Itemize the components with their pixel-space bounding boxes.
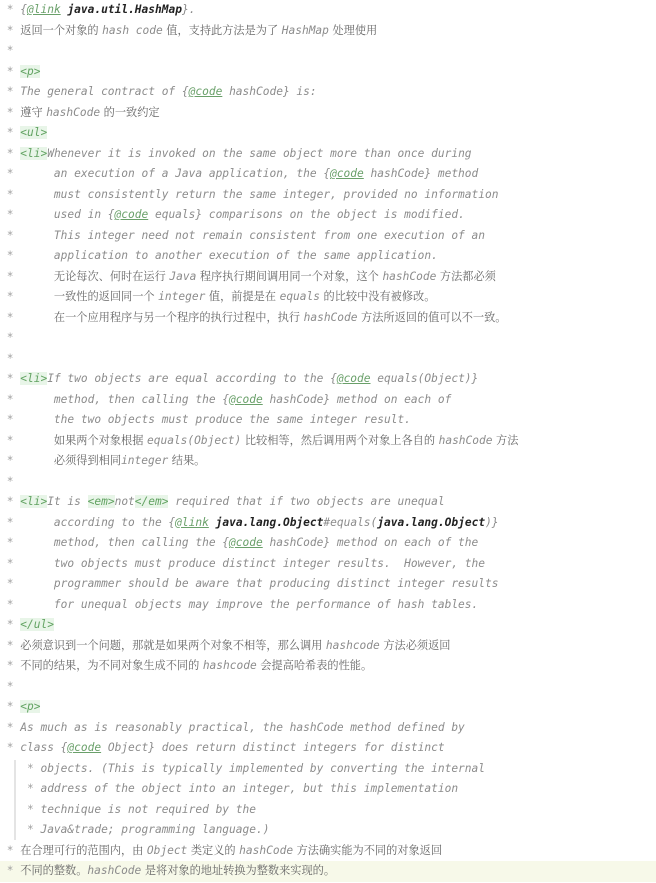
chinese-comment: 必须得到相同 — [53, 454, 122, 467]
comment-star: * — [6, 290, 14, 303]
code-line — [0, 513, 656, 534]
comment-text: hashCode} method — [363, 167, 479, 180]
chinese-comment: 一致性的返回同一个 — [53, 290, 159, 303]
comment-star: * — [6, 64, 14, 78]
code-line — [0, 431, 656, 452]
comment-text: hashCode — [87, 864, 142, 877]
comment-text: This integer need not remain consistent from one execution of an — [53, 228, 485, 242]
code-line — [0, 164, 656, 185]
comment-text: for unequal objects may improve the performance of hash tables. — [53, 597, 479, 611]
code-line — [0, 820, 656, 841]
chinese-comment: 方法都必须 — [436, 269, 496, 283]
comment-star: * — [6, 556, 14, 570]
code-line — [0, 246, 656, 267]
code-line — [0, 41, 656, 62]
comment-text: java.util.HashMap — [67, 3, 182, 16]
comment-star: * — [6, 843, 14, 857]
comment-text: objects. (This is typically implemented by converting the internal — [40, 761, 485, 775]
chinese-comment: 的一致约定 — [100, 105, 160, 119]
code-line — [0, 472, 656, 493]
comment-text: equals — [279, 290, 320, 303]
html-tag: </ul> — [20, 618, 54, 631]
comment-star: * — [6, 85, 14, 98]
comment-star: * — [6, 679, 14, 693]
comment-text: hashCode} method on each of the — [262, 536, 479, 549]
comment-text: equals(Object) — [146, 433, 242, 447]
comment-star: * — [6, 413, 14, 426]
code-line — [0, 267, 656, 288]
comment-text: hashCode — [382, 269, 437, 283]
comment-text: the two objects must produce the same integer result. — [53, 413, 411, 426]
comment-star: * — [6, 269, 14, 283]
comment-star: * — [26, 761, 34, 775]
code-line — [0, 574, 656, 595]
html-tag: <p> — [20, 700, 41, 713]
code-line — [0, 800, 656, 821]
chinese-comment: 在一个应用程序与另一个程序的执行过程中，执行 — [53, 310, 304, 324]
chinese-comment: 程序执行期间调用同一个对象，这个 — [196, 269, 383, 283]
comment-text: Java&trade; programming language.) — [40, 823, 270, 836]
code-line — [0, 861, 656, 882]
comment-text: hashCode} method on each of — [262, 392, 452, 406]
comment-star: * — [6, 597, 14, 611]
code-line — [0, 103, 656, 124]
chinese-comment: 如果两个对象根据 — [53, 433, 147, 447]
code-line — [0, 62, 656, 83]
comment-text: hashcode — [202, 659, 257, 672]
javadoc-tag: @code — [188, 85, 223, 98]
code-line — [0, 718, 656, 739]
code-line — [0, 636, 656, 657]
chinese-comment: 值，支持此方法是为了 — [162, 23, 282, 37]
comment-star: * — [6, 392, 14, 406]
chinese-comment: 结果。 — [168, 454, 206, 467]
comment-star: * — [6, 474, 14, 488]
comment-star: * — [6, 433, 14, 447]
code-line — [0, 615, 656, 636]
chinese-comment: 是将对象的地址转换为整数来实现的。 — [141, 864, 336, 877]
comment-star: * — [6, 495, 14, 508]
comment-text: method, then calling the { — [53, 392, 230, 406]
comment-text: according to the { — [53, 515, 176, 529]
code-line — [0, 369, 656, 390]
code-line — [0, 779, 656, 800]
comment-text: an execution of a Java application, the { — [53, 167, 331, 180]
comment-star: * — [6, 249, 14, 262]
comment-star: * — [6, 454, 14, 467]
comment-text: { — [20, 3, 27, 16]
html-tag: <li> — [20, 495, 48, 508]
comment-star: * — [6, 105, 14, 119]
comment-text: integer — [121, 454, 169, 467]
comment-text: application to another execution of the same application. — [53, 249, 438, 262]
code-line — [0, 841, 656, 862]
comment-star: * — [26, 782, 34, 795]
comment-star: * — [6, 187, 14, 201]
comment-text: )} — [485, 515, 499, 529]
comment-text: technique is not required by the — [40, 802, 256, 816]
html-tag: <li> — [20, 372, 48, 385]
comment-text: two objects must produce distinct integer results. However, the — [53, 556, 485, 570]
chinese-comment: 类定义的 — [187, 843, 240, 857]
chinese-comment: 方法必须返回 — [379, 638, 451, 652]
comment-star: * — [6, 536, 14, 549]
comment-star: * — [6, 372, 14, 385]
chinese-comment: 处理使用 — [328, 23, 378, 37]
comment-text: Object} does return distinct integers for distinct — [101, 741, 445, 754]
comment-text: programmer should be aware that producing distinct integer results — [53, 577, 499, 590]
comment-star: * — [6, 310, 14, 324]
code-line — [0, 287, 656, 308]
comment-star: * — [6, 351, 14, 365]
comment-star: * — [6, 146, 14, 160]
code-line — [0, 738, 656, 759]
comment-star: * — [6, 659, 14, 672]
html-tag: </em> — [134, 495, 169, 508]
comment-text: hash code — [102, 23, 163, 37]
chinese-comment: 的比较中没有被修改。 — [320, 290, 436, 303]
comment-star: * — [6, 638, 14, 652]
code-line — [0, 677, 656, 698]
comment-text: HashMap — [281, 23, 329, 37]
comment-star: * — [6, 126, 14, 139]
javadoc-tag: @link — [27, 3, 61, 16]
comment-star: * — [6, 577, 14, 590]
code-line — [0, 697, 656, 718]
code-line — [0, 144, 656, 165]
chinese-comment: 会提高哈希表的性能。 — [256, 659, 373, 672]
javadoc-tag: @code — [229, 392, 263, 406]
code-line — [0, 328, 656, 349]
html-tag: <ul> — [20, 126, 48, 139]
comment-text: not — [114, 495, 135, 508]
comment-text: hashCode — [438, 433, 493, 447]
code-line — [0, 595, 656, 616]
code-line — [0, 554, 656, 575]
comment-star: * — [6, 228, 14, 242]
comment-star: * — [6, 208, 14, 221]
javadoc-tag: @code — [114, 208, 149, 221]
comment-text: Object — [146, 843, 188, 857]
comment-text: hashcode — [325, 638, 380, 652]
comment-star: * — [26, 823, 34, 836]
comment-text: }. — [181, 3, 196, 16]
comment-text: java.lang.Object — [377, 515, 486, 529]
code-line — [0, 123, 656, 144]
chinese-comment: 不同的结果，为不同对象生成不同的 — [20, 659, 203, 672]
javadoc-tag: @link — [175, 515, 209, 529]
chinese-comment: 必须意识到一个问题，那就是如果两个对象不相等，那么调用 — [20, 638, 326, 652]
chinese-comment: 方法确实能为不同的对象返回 — [293, 843, 443, 857]
javadoc-tag: @code — [229, 536, 263, 549]
chinese-comment: 遵守 — [20, 105, 47, 119]
chinese-comment: 方法所返回的值可以不一致。 — [357, 310, 507, 324]
code-line — [0, 390, 656, 411]
code-line — [0, 0, 656, 21]
comment-text: If two objects are equal according to the { — [47, 372, 337, 385]
comment-star: * — [6, 515, 14, 529]
code-line — [0, 205, 656, 226]
chinese-comment: 方法 — [492, 433, 519, 447]
chinese-comment: 无论每次、何时在运行 — [53, 269, 170, 283]
code-line — [0, 21, 656, 42]
code-line — [0, 308, 656, 329]
indent-guide — [14, 760, 16, 840]
comment-star: * — [6, 700, 14, 713]
comment-text: It is — [47, 495, 88, 508]
comment-text — [209, 516, 216, 529]
comment-star: * — [6, 331, 14, 344]
comment-text: method, then calling the { — [53, 536, 230, 549]
comment-star: * — [6, 864, 14, 877]
comment-star: * — [6, 618, 14, 631]
comment-text: equals(Object)} — [370, 372, 479, 385]
code-line — [0, 82, 656, 103]
html-tag: <em> — [87, 495, 115, 508]
comment-text: As much as is reasonably practical, the hashCode method defined by — [20, 720, 465, 734]
comment-text: class { — [20, 741, 68, 754]
comment-text: must consistently return the same integer, provided no information — [53, 187, 499, 201]
comment-text: integer — [158, 290, 206, 303]
comment-text: required that if two objects are unequal — [168, 495, 445, 508]
comment-text: address of the object into an integer, but this implementation — [40, 782, 459, 795]
comment-text: The general contract of { — [20, 85, 189, 98]
code-line — [0, 492, 656, 513]
comment-star: * — [6, 720, 14, 734]
chinese-comment: 在合理可行的范围内，由 — [20, 843, 147, 857]
comment-text: Java — [169, 269, 197, 283]
comment-text: java.lang.Object — [215, 515, 324, 529]
comment-text: hashCode — [46, 105, 101, 119]
comment-text: #equals( — [323, 515, 378, 529]
comment-text: Whenever it is invoked on the same object more than once during — [47, 146, 472, 160]
comment-star: * — [6, 3, 14, 16]
code-line — [0, 533, 656, 554]
comment-star: * — [6, 44, 14, 57]
comment-star: * — [6, 167, 14, 180]
javadoc-tag: @code — [330, 167, 364, 180]
javadoc-tag: @code — [336, 372, 371, 385]
chinese-comment: 值，前提是在 — [205, 290, 280, 303]
comment-text: used in { — [53, 208, 115, 221]
code-line — [0, 226, 656, 247]
comment-star: * — [6, 23, 14, 37]
code-line — [0, 410, 656, 431]
comment-star: * — [6, 741, 14, 754]
html-tag: <p> — [20, 64, 41, 78]
comment-star: * — [26, 802, 34, 816]
code-line — [0, 451, 656, 472]
comment-text: equals} comparisons on the object is modified. — [148, 208, 465, 221]
code-line — [0, 185, 656, 206]
comment-text: hashCode — [239, 843, 294, 857]
code-line — [0, 759, 656, 780]
chinese-comment: 不同的整数。 — [20, 864, 88, 877]
code-line — [0, 349, 656, 370]
comment-text: hashCode — [303, 310, 358, 324]
comment-text: hashCode} is: — [222, 85, 317, 98]
html-tag: <li> — [20, 146, 48, 160]
chinese-comment: 比较相等，然后调用两个对象上各自的 — [241, 433, 439, 447]
code-line — [0, 656, 656, 677]
chinese-comment: 返回一个对象的 — [20, 23, 103, 37]
javadoc-tag: @code — [67, 741, 102, 754]
